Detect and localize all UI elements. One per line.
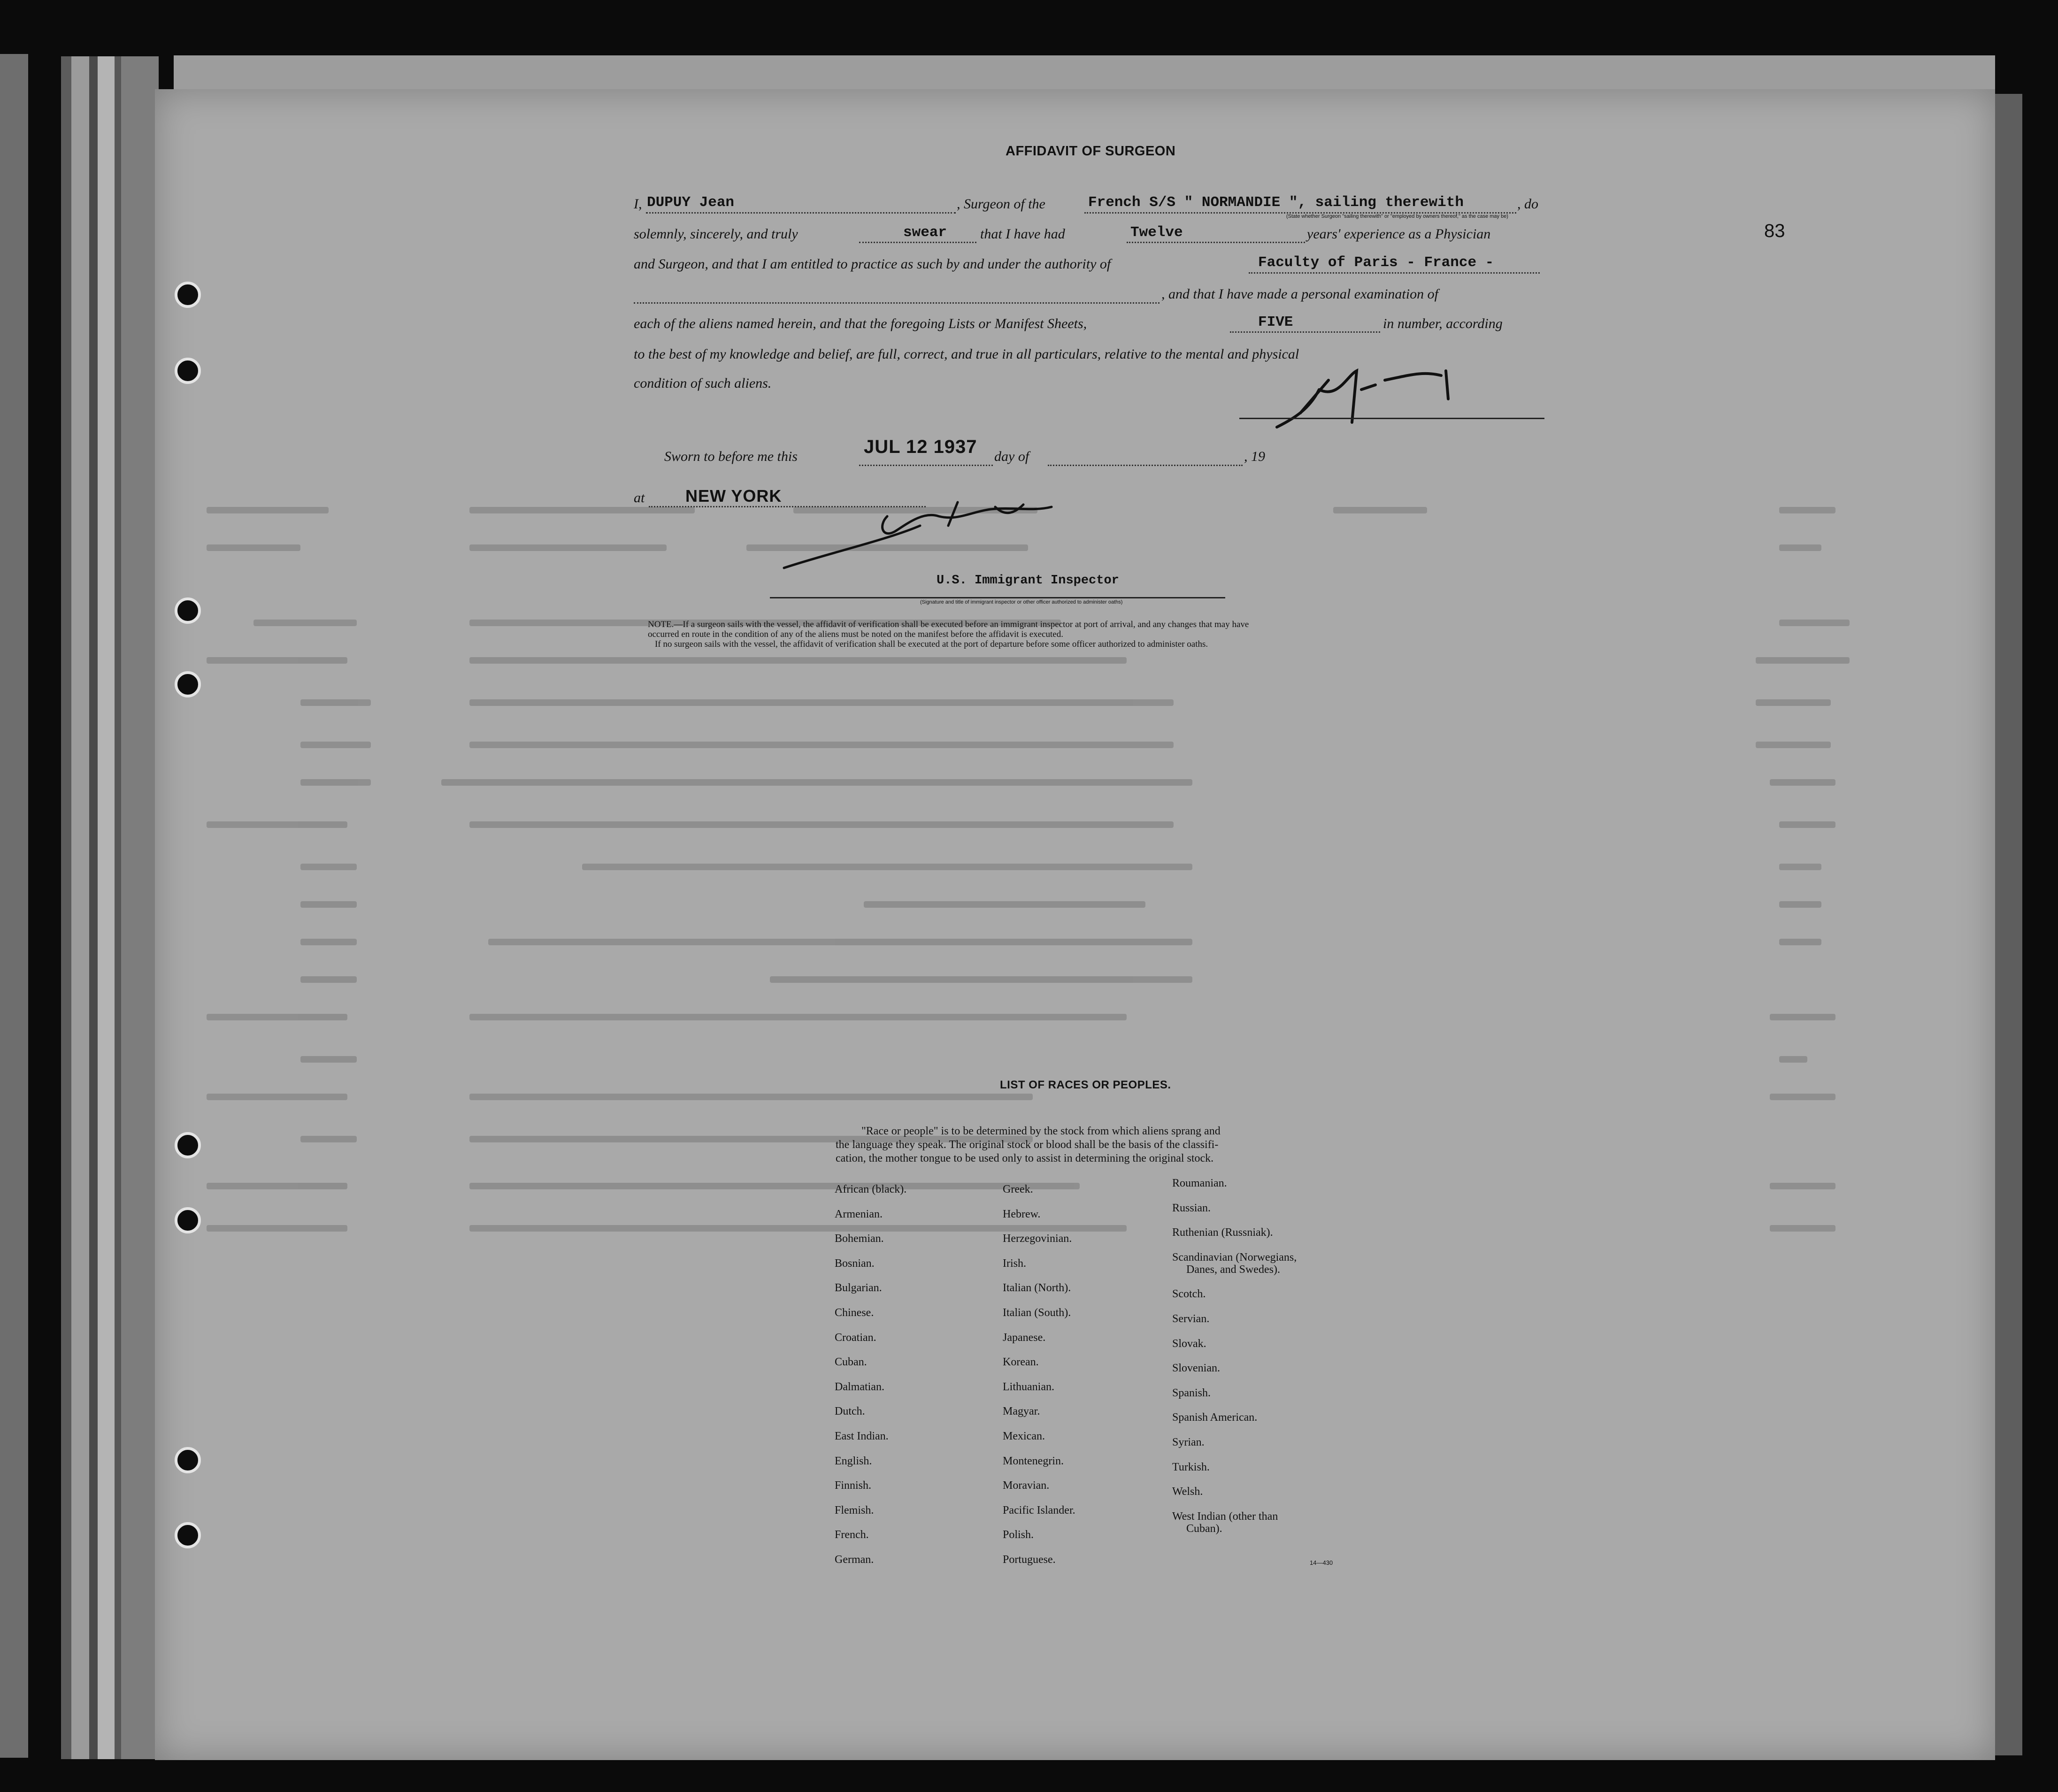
race-item: Korean. [1003,1356,1039,1369]
race-item: Scotch. [1172,1288,1206,1301]
race-item: German. [835,1553,874,1566]
line1-prefix: I, [634,196,642,212]
races-intro-1: "Race or people" is to be determined by the stock from which aliens sprang and [861,1125,1221,1137]
race-item: Spanish American. [1172,1411,1258,1424]
sworn-date-stamp: JUL 12 1937 [864,437,977,457]
sworn-year: , 19 [1244,449,1265,464]
race-item: Servian. [1172,1312,1210,1325]
binder-strip [98,56,115,1759]
races-title: LIST OF RACES OR PEOPLES. [1000,1079,1171,1091]
race-item: Portuguese. [1003,1553,1056,1566]
binder-strip [71,56,89,1759]
race-item: Irish. [1003,1257,1026,1270]
race-item: Welsh. [1172,1486,1203,1498]
vessel-name: French S/S " NORMANDIE ", sailing therewith [1088,194,1464,211]
line1-mid: , Surgeon of the [957,196,1045,212]
dotted-rule [646,212,956,214]
punch-hole [175,1132,201,1158]
race-item: Danes, and Swedes). [1186,1263,1280,1276]
race-item: Hebrew. [1003,1208,1041,1220]
race-item: Cuban). [1186,1522,1222,1535]
race-item: West Indian (other than [1172,1510,1278,1523]
dotted-rule [1048,465,1243,466]
race-item: Herzegovinian. [1003,1233,1072,1245]
race-item: English. [835,1455,872,1467]
line5-end: in number, according [1383,316,1503,331]
inspector-signature-line [770,597,1225,598]
race-item: Croatian. [835,1331,876,1344]
punch-hole [175,282,201,308]
race-item: Polish. [1003,1529,1034,1541]
race-item: French. [835,1529,869,1541]
punch-hole [175,671,201,697]
line2-end: years' experience as a Physician [1307,226,1491,242]
race-item: Turkish. [1172,1461,1210,1473]
sworn-mid: day of [994,449,1029,464]
punch-hole [175,1447,201,1473]
page-right-edge [1994,94,2022,1755]
oath-word: swear [903,224,947,241]
note-line-2: occurred en route in the condition of any of the aliens must be noted on the manifest before the affidavit is executed. [648,629,1063,639]
race-item: Bulgarian. [835,1282,882,1294]
place-stamp: NEW YORK [685,486,782,505]
races-intro-2: the language they speak. The original stock or blood shall be the basis of the classifi- [836,1139,1219,1151]
race-item: Russian. [1172,1202,1211,1214]
surgeon-name: DUPUY Jean [647,194,735,211]
races-column-2 [1003,1177,1075,1572]
race-item: Armenian. [835,1208,883,1220]
race-item: East Indian. [835,1430,889,1442]
sworn-prefix: Sworn to before me this [664,449,798,464]
line1-end: , do [1517,196,1538,212]
signature-line [1239,418,1544,419]
form-number: 14—430 [1310,1559,1333,1566]
sheet-count: FIVE [1258,314,1293,330]
race-item: Spanish. [1172,1386,1211,1399]
binder-strip [61,56,71,1759]
race-item: Bohemian. [835,1233,884,1245]
note-line-3: If no surgeon sails with the vessel, the affidavit of verification shall be executed at the port of departure before some officer authorized to administer oaths. [655,639,1208,649]
race-item: Lithuanian. [1003,1380,1054,1393]
race-item: Greek. [1003,1183,1033,1195]
inspector-note: (Signature and title of immigrant inspector or other officer authorized to administer oaths) [920,599,1123,605]
dotted-rule [1230,331,1380,333]
affidavit-title: AFFIDAVIT OF SURGEON [1006,144,1176,159]
dotted-rule [1249,272,1540,274]
inspector-signature [770,498,1192,577]
punch-hole [175,1207,201,1233]
page-number: 83 [1764,221,1785,241]
binder-edge [0,54,28,1758]
race-item: Flemish. [835,1504,874,1516]
surgeon-signature [1267,361,1488,437]
race-item: Dalmatian. [835,1380,884,1393]
at-label: at [634,490,645,505]
race-item: Montenegrin. [1003,1455,1064,1467]
punch-hole [175,597,201,624]
punch-hole [175,358,201,384]
races-intro-3: cation, the mother tongue to be used only to assist in determining the original stock. [836,1152,1214,1164]
binder-strip [121,56,159,1759]
race-item: Dutch. [835,1405,865,1418]
race-item: Italian (South). [1003,1306,1071,1319]
race-item: Ruthenian (Russniak). [1172,1226,1273,1239]
race-item: Slovak. [1172,1337,1206,1350]
race-item: Slovenian. [1172,1362,1220,1375]
punch-hole [175,1522,201,1548]
race-item: Scandinavian (Norwegians, [1172,1251,1297,1264]
vessel-note: (State whether Surgeon "sailing therewith" or "employed by owners thereof," as the case may be) [1286,214,1508,219]
race-item: Cuban. [835,1356,867,1369]
years-experience: Twelve [1130,224,1183,241]
race-item: Italian (North). [1003,1282,1071,1294]
race-item: Mexican. [1003,1430,1045,1442]
dotted-rule [859,465,993,466]
inspector-title: U.S. Immigrant Inspector [937,574,1119,588]
race-item: Finnish. [835,1479,872,1492]
line2-prefix: solemnly, sincerely, and truly [634,226,798,242]
binder-strip [115,56,121,1759]
races-column-3 [1172,1177,1297,1535]
race-item: Syrian. [1172,1436,1205,1448]
race-item: African (black). [835,1183,907,1195]
dotted-rule [634,302,1160,304]
race-item: Chinese. [835,1306,874,1319]
line5-prefix: each of the aliens named herein, and that the foregoing Lists or Manifest Sheets, [634,316,1087,331]
dotted-rule [1127,242,1305,243]
line3-prefix: and Surgeon, and that I am entitled to practice as such by and under the authority of [634,256,1111,272]
line4-end: , and that I have made a personal examination of [1161,286,1438,302]
race-item: Bosnian. [835,1257,875,1270]
note-line-1: NOTE.—If a surgeon sails with the vessel, the affidavit of verification shall be executed before an immigrant inspector at port of arrival, and any changes that may have [648,620,1249,629]
binder-strip [89,56,98,1759]
race-item: Moravian. [1003,1479,1050,1492]
race-item: Pacific Islander. [1003,1504,1075,1516]
line7: condition of such aliens. [634,375,772,391]
race-item: Magyar. [1003,1405,1040,1418]
line6: to the best of my knowledge and belief, are full, correct, and true in all particulars, relative to the mental and physical [634,346,1299,362]
line2-mid: that I have had [980,226,1065,242]
practice-authority: Faculty of Paris - France - [1258,254,1494,271]
race-item: Japanese. [1003,1331,1046,1344]
dotted-rule [859,242,976,243]
races-column-1 [835,1177,906,1572]
race-item: Roumanian. [1172,1177,1227,1189]
